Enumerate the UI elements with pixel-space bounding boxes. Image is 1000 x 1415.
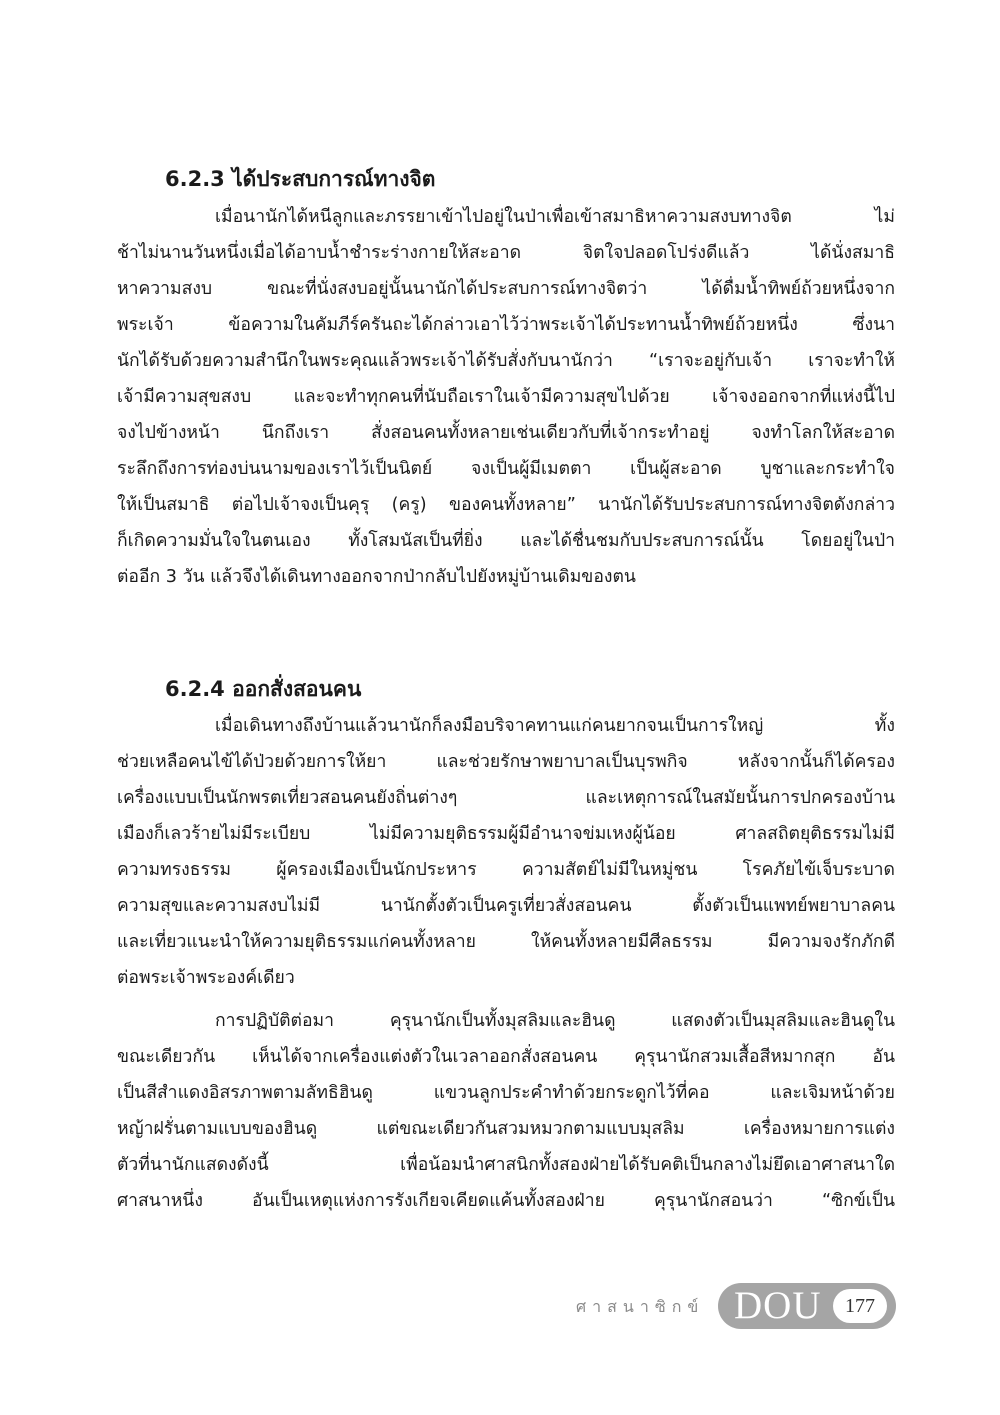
paragraph [117, 1003, 895, 1219]
section-heading: 6.2.3 ได้ประสบการณ์ทางจิต [165, 167, 436, 191]
text-line: เมื่อนานักได้หนีลูกและภรรยาเข้าไปอยู่ในป่าเพื่อเข้าสมาธิหาความสงบทางจิต ไม่ [215, 207, 895, 227]
text-line: เมืองก็เลวร้ายไม่มีระเบียบ ไม่มีความยุติธรรมผู้มีอำนาจข่มเหงผู้น้อย ศาลสถิตยุติธรรมไม่มี [117, 824, 895, 844]
text-line: ช่วยเหลือคนไข้ได้ป่วยด้วยการให้ยา และช่วยรักษาพยาบาลเป็นบุรพกิจ หลังจากนั้นก็ได้ครอง [117, 752, 895, 772]
text-line: ขณะเดียวกัน เห็นได้จากเครื่องแต่งตัวในเวลาออกสั่งสอนคน คุรุนานักสวมเสื้อสีหมากสุก อัน [117, 1047, 895, 1067]
book-title: ศาสนาซิกข์ [576, 1297, 705, 1316]
text-line: พระเจ้า ข้อความในคัมภีร์ครันถะได้กล่าวเอาไว้ว่าพระเจ้าได้ประทานน้ำทิพย์ถ้วยหนึ่ง ซึ่งนา [117, 315, 895, 335]
text-line: หญ้าฝรั่นตามแบบของฮินดู แต่ขณะเดียวกันสวมหมวกตามแบบมุสลิม เครื่องหมายการแต่ง [117, 1119, 895, 1139]
text-line: ให้เป็นสมาธิ ต่อไปเจ้าจงเป็นคุรุ (ครู) ของคนทั้งหลาย” นานักได้รับประสบการณ์ทางจิตดังกล่าว [117, 495, 895, 515]
dou-logo: DOU [734, 1284, 822, 1327]
page-footer [576, 1283, 896, 1331]
text-line: ความสุขและความสงบไม่มี นานักตั้งตัวเป็นครูเที่ยวสั่งสอนคน ตั้งตัวเป็นแพทย์พยาบาลคน [117, 896, 895, 916]
text-line: เป็นสีสำแดงอิสรภาพตามลัทธิฮินดู แขวนลูกประคำทำด้วยกระดูกไว้ที่คอ และเจิมหน้าด้วย [117, 1083, 895, 1103]
text-line: และเที่ยวแนะนำให้ความยุติธรรมแก่คนทั้งหลาย ให้คนทั้งหลายมีศีลธรรม มีความจงรักภักดี [117, 932, 895, 952]
text-line: ก็เกิดความมั่นใจในตนเอง ทั้งโสมนัสเป็นที่ยิ่ง และได้ชื่นชมกับประสบการณ์นั้น โดยอยู่ในป่า [117, 531, 895, 551]
text-line: ตัวที่นานักแสดงดังนี้ เพื่อน้อมนำศาสนิกทั้งสองฝ่ายได้รับคติเป็นกลางไม่ยึดเอาศาสนาใด [117, 1155, 895, 1175]
section-heading: 6.2.4 ออกสั่งสอนคน [165, 677, 362, 701]
text-line: นักได้รับด้วยความสำนึกในพระคุณแล้วพระเจ้าได้รับสั่งกับนานักว่า “เราจะอยู่กับเจ้า เราจะทำให้ [117, 351, 895, 371]
text-line: จงไปข้างหน้า นึกถึงเรา สั่งสอนคนทั้งหลายเช่นเดียวกับที่เจ้ากระทำอยู่ จงทำโลกให้สะอาด [117, 423, 895, 443]
text-line: เจ้ามีความสุขสงบ และจะทำทุกคนที่นับถือเราในเจ้ามีความสุขไปด้วย เจ้าจงออกจากที่แห่งนี้ไป [117, 387, 895, 407]
text-line: เมื่อเดินทางถึงบ้านแล้วนานักก็ลงมือบริจาคทานแก่คนยากจนเป็นการใหญ่ ทั้ง [215, 716, 895, 736]
paragraph [117, 199, 895, 595]
paragraph [117, 708, 895, 996]
text-line: การปฏิบัติต่อมา คุรุนานักเป็นทั้งมุสลิมและฮินดู แสดงตัวเป็นมุสลิมและฮินดูใน [215, 1011, 895, 1031]
text-line: ต่ออีก 3 วัน แล้วจึงได้เดินทางออกจากป่ากลับไปยังหมู่บ้านเดิมของตน [117, 567, 636, 587]
page-number: 177 [833, 1289, 887, 1323]
text-line: เครื่องแบบเป็นนักพรตเที่ยวสอนคนยังถิ่นต่างๆ และเหตุการณ์ในสมัยนั้นการปกครองบ้าน [117, 788, 895, 808]
text-line: ต่อพระเจ้าพระองค์เดียว [117, 968, 295, 988]
text-line: ระลึกถึงการท่องบ่นนามของเราไว้เป็นนิตย์ จงเป็นผู้มีเมตตา เป็นผู้สะอาด บูชาและกระทำใจ [117, 459, 895, 479]
text-line: หาความสงบ ขณะที่นั่งสงบอยู่นั้นนานักได้ประสบการณ์ทางจิตว่า ได้ดื่มน้ำทิพย์ถ้วยหนึ่งจาก [117, 279, 895, 299]
text-line: ความทรงธรรม ผู้ครองเมืองเป็นนักประหาร ความสัตย์ไม่มีในหมู่ชน โรคภัยไข้เจ็บระบาด [117, 860, 895, 880]
text-line: ศาสนาหนึ่ง อันเป็นเหตุแห่งการรังเกียจเคียดแค้นทั้งสองฝ่าย คุรุนานักสอนว่า “ซิกข์เป็น [117, 1191, 895, 1211]
footer-badge [718, 1283, 896, 1329]
text-line: ช้าไม่นานวันหนึ่งเมื่อได้อาบน้ำชำระร่างกายให้สะอาด จิตใจปลอดโปร่งดีแล้ว ได้นั่งสมาธิ [117, 243, 895, 263]
